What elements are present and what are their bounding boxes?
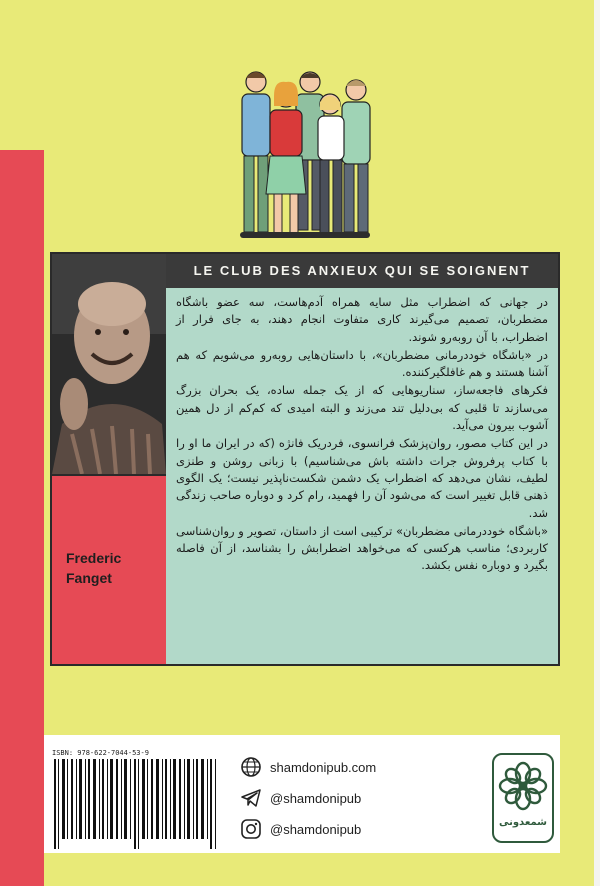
author-name: [66, 548, 121, 588]
publisher-logo-text: شمعدونی: [498, 817, 548, 828]
blurb-text: [176, 294, 548, 658]
globe-icon: [240, 756, 262, 778]
barcode-block: [52, 749, 222, 849]
blurb-paragraph: در جهانی که اضطراب مثل سایه همراه آدم‌هاست، سه عضو باشگاه مضطربان، تصمیم می‌گیرند کاری متفاوت انجام دهند، به جای فرار از اضطراب، با آن روبه‌رو شوند.: [176, 295, 548, 344]
description-panel: [50, 252, 560, 666]
blurb-paragraph: «باشگاه خوددرمانی مضطربان» ترکیبی است از داستان، تصویر و روان‌شناسی کاربردی؛ مناسب هرکسی که می‌خواهد اضطرابش را بشناسد، از آن فاصله بگیرد و دوباره نفس بکشد.: [176, 523, 548, 573]
website-link[interactable]: [240, 753, 410, 781]
publisher-logo: [492, 753, 554, 843]
red-side-strip: [0, 150, 44, 886]
author-last-name: Fanget: [66, 570, 112, 586]
website-text: shamdonipub.com: [270, 759, 377, 775]
people-illustration: [228, 62, 378, 250]
yellow-corner: [0, 0, 52, 150]
author-name-box: [52, 474, 166, 664]
telegram-text: @shamdonipub: [270, 790, 362, 806]
instagram-link[interactable]: [240, 815, 410, 843]
blurb-paragraph: فکرهای فاجعه‌ساز، سناریوهایی که از یک جمله ساده، یک بحران بزرگ می‌سازند تا قلبی که بی‌دلیل تند می‌زند و البته امیدی که کم‌کم از دل همین آشوب بیرون می‌آید.: [176, 383, 548, 433]
isbn-text: ISBN: 978-622-7044-53-9: [52, 749, 149, 757]
social-links: [240, 753, 410, 846]
instagram-text: @shamdonipub: [270, 821, 362, 837]
telegram-link[interactable]: [240, 784, 410, 812]
blurb-paragraph: در «باشگاه خوددرمانی مضطربان»، با داستان‌هایی روبه‌رو می‌شویم که هم آشنا هستند و هم غافلگیرکننده.: [176, 347, 548, 380]
flower-logo-icon: [498, 759, 548, 815]
telegram-icon: [240, 787, 262, 809]
instagram-icon: [240, 818, 262, 840]
blurb-paragraph: در این کتاب مصور، روان‌پزشک فرانسوی، فردریک فانژه (که در ایران ما او را با کتاب پرفروش جرات داشته باش می‌شناسیم) با زبانی روشن و طنزی لطیف، نشان می‌دهد که اضطراب یک دشمن شکست‌ناپذیر نیست؛ یک الگوی ذهنی قابل تغییر است که می‌شود آن را فهمید، رام کرد و دوباره صاحب زندگی شد.: [176, 436, 548, 520]
original-title-band: LE CLUB DES ANXIEUX QUI SE SOIGNENT: [166, 254, 558, 288]
author-photo: [52, 254, 166, 474]
page-edge: [594, 0, 600, 886]
author-first-name: Frederic: [66, 550, 122, 566]
barcode-icon: [52, 759, 220, 849]
publisher-info-area: [44, 735, 560, 853]
